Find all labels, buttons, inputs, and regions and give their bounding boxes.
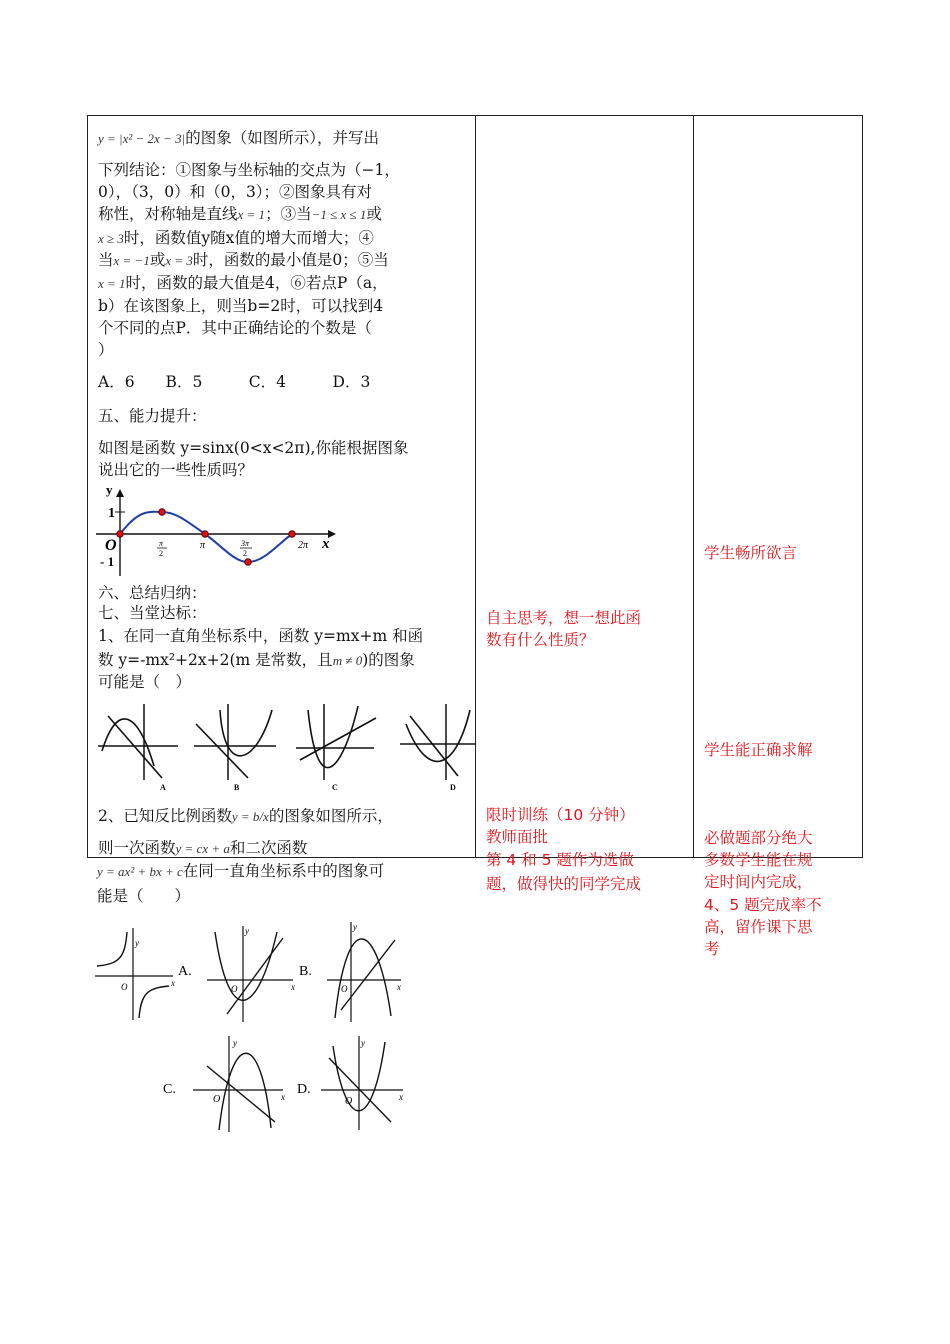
problem-line-5 <box>98 228 374 250</box>
axis-label-x: x <box>291 982 295 992</box>
formula-linear: y = cx + a <box>175 841 230 856</box>
axis-label-y: y <box>353 922 357 932</box>
label-neg-one: - 1 <box>100 554 115 569</box>
formula-abs-quadratic: y = |x² − 2x − 3| <box>98 131 186 146</box>
q2-reference-hyperbola <box>95 928 175 1020</box>
q2-graph-d <box>321 1036 403 1130</box>
axis-label-x: x <box>399 1092 403 1102</box>
q1-text: 数 y=-mx²+2x+2(m 是常数，且 <box>98 651 333 669</box>
q1-line2 <box>98 650 415 672</box>
label-pi-half-top: π <box>159 539 164 548</box>
point-origin <box>117 531 123 537</box>
option-label-d: D. <box>297 1082 311 1097</box>
q1-graph-b <box>194 704 276 792</box>
formula-inverse-proportion: y = b/x <box>231 809 269 824</box>
q2-text: 则一次函数 <box>98 839 176 857</box>
problem-text: 当 <box>98 251 114 269</box>
problem-text: 时，函数的最小值是0；⑤当 <box>192 251 389 269</box>
col2-note2-line2: 教师面批 <box>486 828 549 846</box>
point-max <box>159 509 165 515</box>
q2-text: 的图象如图所示， <box>268 807 393 825</box>
point-min <box>245 559 251 565</box>
label-3pi-half-top: 3π <box>241 539 250 548</box>
axis-label-x: x <box>322 536 330 552</box>
formula: x = 3 <box>165 253 193 268</box>
problem-text: 时，函数的最大值是4，⑥若点P（a， <box>125 274 388 292</box>
formula: x ≥ 3 <box>98 231 124 246</box>
formula: −1 ≤ x ≤ 1 <box>311 207 367 222</box>
axis-label-y: y <box>361 1038 365 1048</box>
axis-label-y: y <box>233 1038 237 1048</box>
q2-line2 <box>98 838 307 860</box>
axis-label-x: x <box>171 978 175 988</box>
axis-label-y: y <box>106 482 113 497</box>
formula-m-nonzero: m ≠ 0 <box>332 653 363 668</box>
col3-note3-line3: 定时间内完成， <box>704 873 813 891</box>
problem-text: 的图象（如图所示），并写出 <box>185 129 379 147</box>
graph-label: D <box>450 783 456 792</box>
problem-text: 时，函数值y随x值的增大而增大；④ <box>123 229 374 247</box>
problem-line-10: ） <box>98 341 114 359</box>
problem-line-9: 个不同的点P．其中正确结论的个数是（ <box>98 319 372 337</box>
section5-line1: 如图是函数 y=sinx(0<x<2π),你能根据图象 <box>98 439 409 457</box>
point-pi <box>202 531 208 537</box>
problem-line-4 <box>98 204 382 226</box>
option-label-c: C. <box>163 1082 176 1097</box>
col3-note3-line1: 必做题部分绝大 <box>704 829 813 847</box>
col2-note2-line3: 第 4 和 5 题作为选做 <box>486 851 634 869</box>
label-pi-half-bottom: 2 <box>159 549 163 558</box>
point-2pi <box>289 531 295 537</box>
answer-options: A．6 B．5 C．4 D．3 <box>98 373 371 391</box>
label-3pi-half-bottom: 2 <box>243 549 247 558</box>
axis-label-x: x <box>397 982 401 992</box>
q2-graph-c <box>193 1036 285 1132</box>
column-divider-2 <box>693 116 694 857</box>
col3-note3-line4: 4、5 题完成率不 <box>704 896 822 914</box>
label-origin: O <box>105 537 117 554</box>
y-axis-arrow-icon <box>116 489 124 497</box>
section7-title: 七、当堂达标： <box>98 604 207 622</box>
col2-note2-line4: 题，做得快的同学完成 <box>486 875 642 893</box>
q1-graph-a <box>98 704 178 792</box>
q2-graph-a <box>207 926 295 1022</box>
q1-line1: 1、在同一直角坐标系中，函数 y=mx+m 和函 <box>98 627 424 645</box>
problem-line-2: 下列结论：①图象与坐标轴的交点为（−1， <box>98 161 400 179</box>
q2-text: 在同一直角坐标系中的图象可 <box>182 862 385 880</box>
q2-text: 和二次函数 <box>229 839 308 857</box>
problem-text: 或 <box>366 205 382 223</box>
label-pi: π <box>200 540 206 551</box>
col2-note1-line1: 自主思考，想一想此函 <box>486 609 642 627</box>
graph-label: A <box>160 783 166 792</box>
col3-note3-line5: 高，留作课下思 <box>704 918 813 936</box>
q1-graph-c <box>296 704 376 792</box>
col3-note3-line6: 考 <box>704 940 720 958</box>
section5-title: 五、能力提升： <box>98 407 207 425</box>
col2-note1-line2: 数有什么性质？ <box>486 631 595 649</box>
col3-note2: 学生能正确求解 <box>704 741 813 759</box>
q1-graph-d <box>400 704 476 792</box>
axis-label-x: x <box>281 1092 285 1102</box>
q2-graphs <box>95 918 465 1138</box>
problem-line-6 <box>98 250 389 272</box>
axis-label-y: y <box>135 938 139 948</box>
option-label-a: A. <box>178 964 192 979</box>
problem-line-8: b）在该图象上，则当b=2时，可以找到4 <box>98 297 384 315</box>
formula: x = 1 <box>237 207 266 222</box>
section5-line2: 说出它的一些性质吗？ <box>98 461 254 479</box>
col2-note2-line1: 限时训练（10 分钟） <box>486 806 635 824</box>
axis-label-o: O <box>213 1094 221 1105</box>
formula: x = −1 <box>113 253 150 268</box>
col3-note1: 学生畅所欲言 <box>704 544 798 562</box>
axis-label-o: O <box>231 984 238 994</box>
q2-line1 <box>98 806 393 828</box>
col3-note3-line2: 多数学生能在规 <box>704 851 813 869</box>
q2-text: 2、已知反比例函数 <box>98 807 232 825</box>
graph-label: C <box>332 783 338 792</box>
formula-quadratic: y = ax² + bx + c <box>97 864 183 879</box>
label-one: 1 <box>108 506 115 521</box>
q1-text: )的图象 <box>362 651 415 669</box>
axis-label-o: O <box>341 984 348 994</box>
problem-line-7 <box>98 273 388 295</box>
axis-label-o: O <box>121 982 128 992</box>
graph-label: B <box>234 783 240 792</box>
problem-line-3: 0），（3，0）和（0，3）；②图象具有对 <box>98 183 373 201</box>
problem-text: ；③当 <box>265 205 312 223</box>
q2-line4: 能是（ ） <box>97 887 191 905</box>
axis-label-y: y <box>245 926 249 936</box>
problem-text: 称性，对称轴是直线 <box>98 205 238 223</box>
formula: x = 1 <box>98 276 126 291</box>
q2-line3 <box>97 861 384 883</box>
option-label-b: B. <box>299 964 312 979</box>
q1-graphs <box>96 696 476 796</box>
problem-line-1 <box>98 128 379 150</box>
problem-text: 或 <box>149 251 166 269</box>
q1-line3: 可能是（ ） <box>98 673 192 691</box>
q2-graph-b <box>327 922 401 1022</box>
sine-graph <box>96 482 336 578</box>
section6-title: 六、总结归纳： <box>98 584 207 602</box>
axis-label-o: O <box>345 1096 353 1107</box>
label-2pi: 2π <box>298 540 309 551</box>
